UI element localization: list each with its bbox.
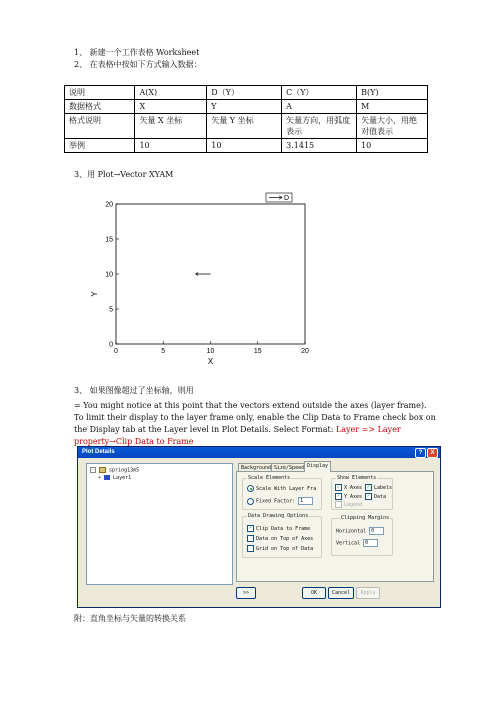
fixed-factor-input[interactable]: 1 <box>298 497 313 505</box>
table-cell: Y <box>207 100 282 114</box>
data-checkbox[interactable] <box>365 493 386 501</box>
x-axes-checkbox[interactable] <box>335 484 362 492</box>
checkbox-disabled-icon <box>335 501 342 508</box>
scale-with-layer-label: Scale With Layer Fra <box>256 486 317 492</box>
x-tick-label: 20 <box>301 348 309 355</box>
data-format-table <box>64 85 428 153</box>
check-icon[interactable]: ✓ <box>248 525 252 531</box>
vector-plot <box>70 190 320 375</box>
tab-display[interactable]: Display <box>304 461 331 472</box>
help-button[interactable]: ? <box>415 448 426 458</box>
y-tick-label: 15 <box>105 236 113 244</box>
tree-layer-label: Layer1 <box>113 475 132 481</box>
tab-size-speed[interactable]: Size/Speed <box>271 463 307 472</box>
table-cell: A <box>282 100 357 114</box>
table-cell: 矢量 X 坐标 <box>135 114 207 139</box>
checkbox-icon[interactable] <box>247 545 254 552</box>
ok-button[interactable]: OK <box>302 587 326 599</box>
y-axes-checkbox[interactable] <box>335 493 362 501</box>
check-icon[interactable]: ✓ <box>336 484 340 490</box>
tree-root-item[interactable] <box>90 467 139 475</box>
table-row <box>65 139 428 153</box>
clip-data-checkbox[interactable] <box>247 525 310 533</box>
scale-elements-title: Scale Elements <box>248 475 291 481</box>
checkbox-icon[interactable] <box>247 535 254 542</box>
table-cell: 矢量大小，用绝对值表示 <box>357 114 428 139</box>
radio-on-icon[interactable] <box>247 485 254 492</box>
data-label: Data <box>374 494 387 500</box>
apply-button[interactable]: Apply <box>356 587 380 599</box>
table-cell: 格式说明 <box>65 114 135 139</box>
table-cell: X <box>135 100 207 114</box>
horizontal-margin <box>336 527 384 536</box>
data-drawing-group <box>242 513 322 558</box>
vertical-input[interactable]: 0 <box>363 539 378 547</box>
x-tick-label: 10 <box>206 348 215 355</box>
layer-tree[interactable] <box>86 463 233 585</box>
horizontal-input[interactable]: 0 <box>369 527 384 535</box>
vertical-label: Vertical <box>336 540 361 547</box>
check-icon[interactable]: ✓ <box>366 484 370 490</box>
nav-toggle-button[interactable]: >> <box>236 587 256 599</box>
x-tick-label: 0 <box>114 348 118 355</box>
table-cell: 10 <box>135 139 207 153</box>
appendix-text: 附：直角坐标与矢量的转换关系 <box>74 614 186 623</box>
y-tick-label: 0 <box>109 341 113 349</box>
show-elements-group <box>331 475 393 510</box>
check-icon[interactable]: ✓ <box>336 493 340 499</box>
display-panel <box>236 471 434 582</box>
x-axis-label: X <box>207 357 214 366</box>
table-cell: 10 <box>207 139 282 153</box>
cancel-button[interactable]: Cancel <box>328 587 354 599</box>
collapse-icon[interactable]: - <box>91 467 95 472</box>
table-cell: D（Y） <box>207 86 282 100</box>
table-cell: C（Y） <box>282 86 357 100</box>
close-button[interactable]: X <box>427 448 438 458</box>
table-row <box>65 86 428 100</box>
vertical-margin <box>336 539 378 548</box>
table-cell: 矢量方向，用弧度表示 <box>282 114 357 139</box>
legend-checkbox <box>335 501 362 509</box>
table-row <box>65 114 428 139</box>
table-cell: M <box>357 100 428 114</box>
table-cell: B(Y) <box>357 86 428 100</box>
legend-label: D <box>284 195 290 202</box>
tab-background[interactable]: Background <box>238 463 274 472</box>
step3b-text: 3、 如果图像超过了坐标轴，则用 <box>74 386 194 395</box>
layer-icon <box>104 475 110 480</box>
labels-checkbox[interactable] <box>365 484 392 492</box>
clip-paragraph-text: = You might notice at this point that the vectors extend outside the axes (layer frame). To limit their display to the layer frame only, enable the Clip Data to Frame check box on the Display tab at the Layer level in Plot Details. Select Format: <box>74 401 436 434</box>
radio-off-icon[interactable] <box>247 498 254 505</box>
table-cell: 3.1415 <box>282 139 357 153</box>
step3-text: 3、用 Plot→Vector XYAM <box>74 170 174 179</box>
labels-label: Labels <box>374 485 393 491</box>
check-icon[interactable]: ✓ <box>366 493 370 499</box>
legend-label: Legend <box>344 502 363 508</box>
show-elements-title: Show Elements <box>337 475 377 481</box>
scale-with-layer-option[interactable] <box>247 485 316 493</box>
x-tick-label: 15 <box>253 348 262 355</box>
table-cell: 说明 <box>65 86 135 100</box>
table-cell: 矢量 Y 坐标 <box>207 114 282 139</box>
y-tick-label: 10 <box>105 271 113 279</box>
table-cell: 数据格式 <box>65 100 135 114</box>
y-axis-label: Y <box>90 291 99 297</box>
x-tick-label: 5 <box>161 348 166 355</box>
clip-paragraph <box>74 400 438 448</box>
data-on-top-checkbox[interactable] <box>247 535 313 543</box>
dialog-title: Plot Details <box>82 449 115 455</box>
clipping-margins-group <box>331 515 393 556</box>
clip-data-label: Clip Data to Frame <box>256 526 311 532</box>
step2-text: 2、 在表格中按如下方式输入数据： <box>74 60 202 69</box>
scale-elements-group <box>242 475 322 510</box>
tree-root-label: spring13m5 <box>109 467 140 474</box>
plot-details-dialog <box>77 446 441 608</box>
fixed-factor-label: Fixed Factor: <box>256 498 296 505</box>
clip-menu-path: Layer => Layer property→Clip Data to Frame <box>74 425 401 446</box>
table-cell: 举例 <box>65 139 135 153</box>
table-cell: 10 <box>357 139 428 153</box>
horizontal-label: Horizontal <box>336 528 367 535</box>
folder-icon <box>99 467 106 473</box>
table-row <box>65 100 428 114</box>
step1-text: 1、 新建一个工作表格 Worksheet <box>74 48 200 57</box>
grid-on-top-checkbox[interactable] <box>247 545 313 553</box>
tree-layer-item[interactable] <box>98 475 131 482</box>
fixed-factor-option[interactable] <box>247 497 313 506</box>
grid-on-top-label: Grid on Top of Data <box>256 546 314 552</box>
y-axes-label: Y Axes <box>344 494 363 500</box>
table-cell: A(X) <box>135 86 207 100</box>
expand-icon[interactable]: + <box>98 475 102 481</box>
clipping-margins-title: Clipping Margins <box>341 515 390 521</box>
y-tick-label: 5 <box>109 306 113 314</box>
x-axes-label: X Axes <box>344 485 363 491</box>
y-tick-label: 20 <box>105 201 113 209</box>
data-on-top-label: Data on Top of Axes <box>256 536 314 542</box>
data-drawing-title: Data Drawing Options <box>248 513 309 519</box>
dialog-titlebar <box>78 447 440 458</box>
